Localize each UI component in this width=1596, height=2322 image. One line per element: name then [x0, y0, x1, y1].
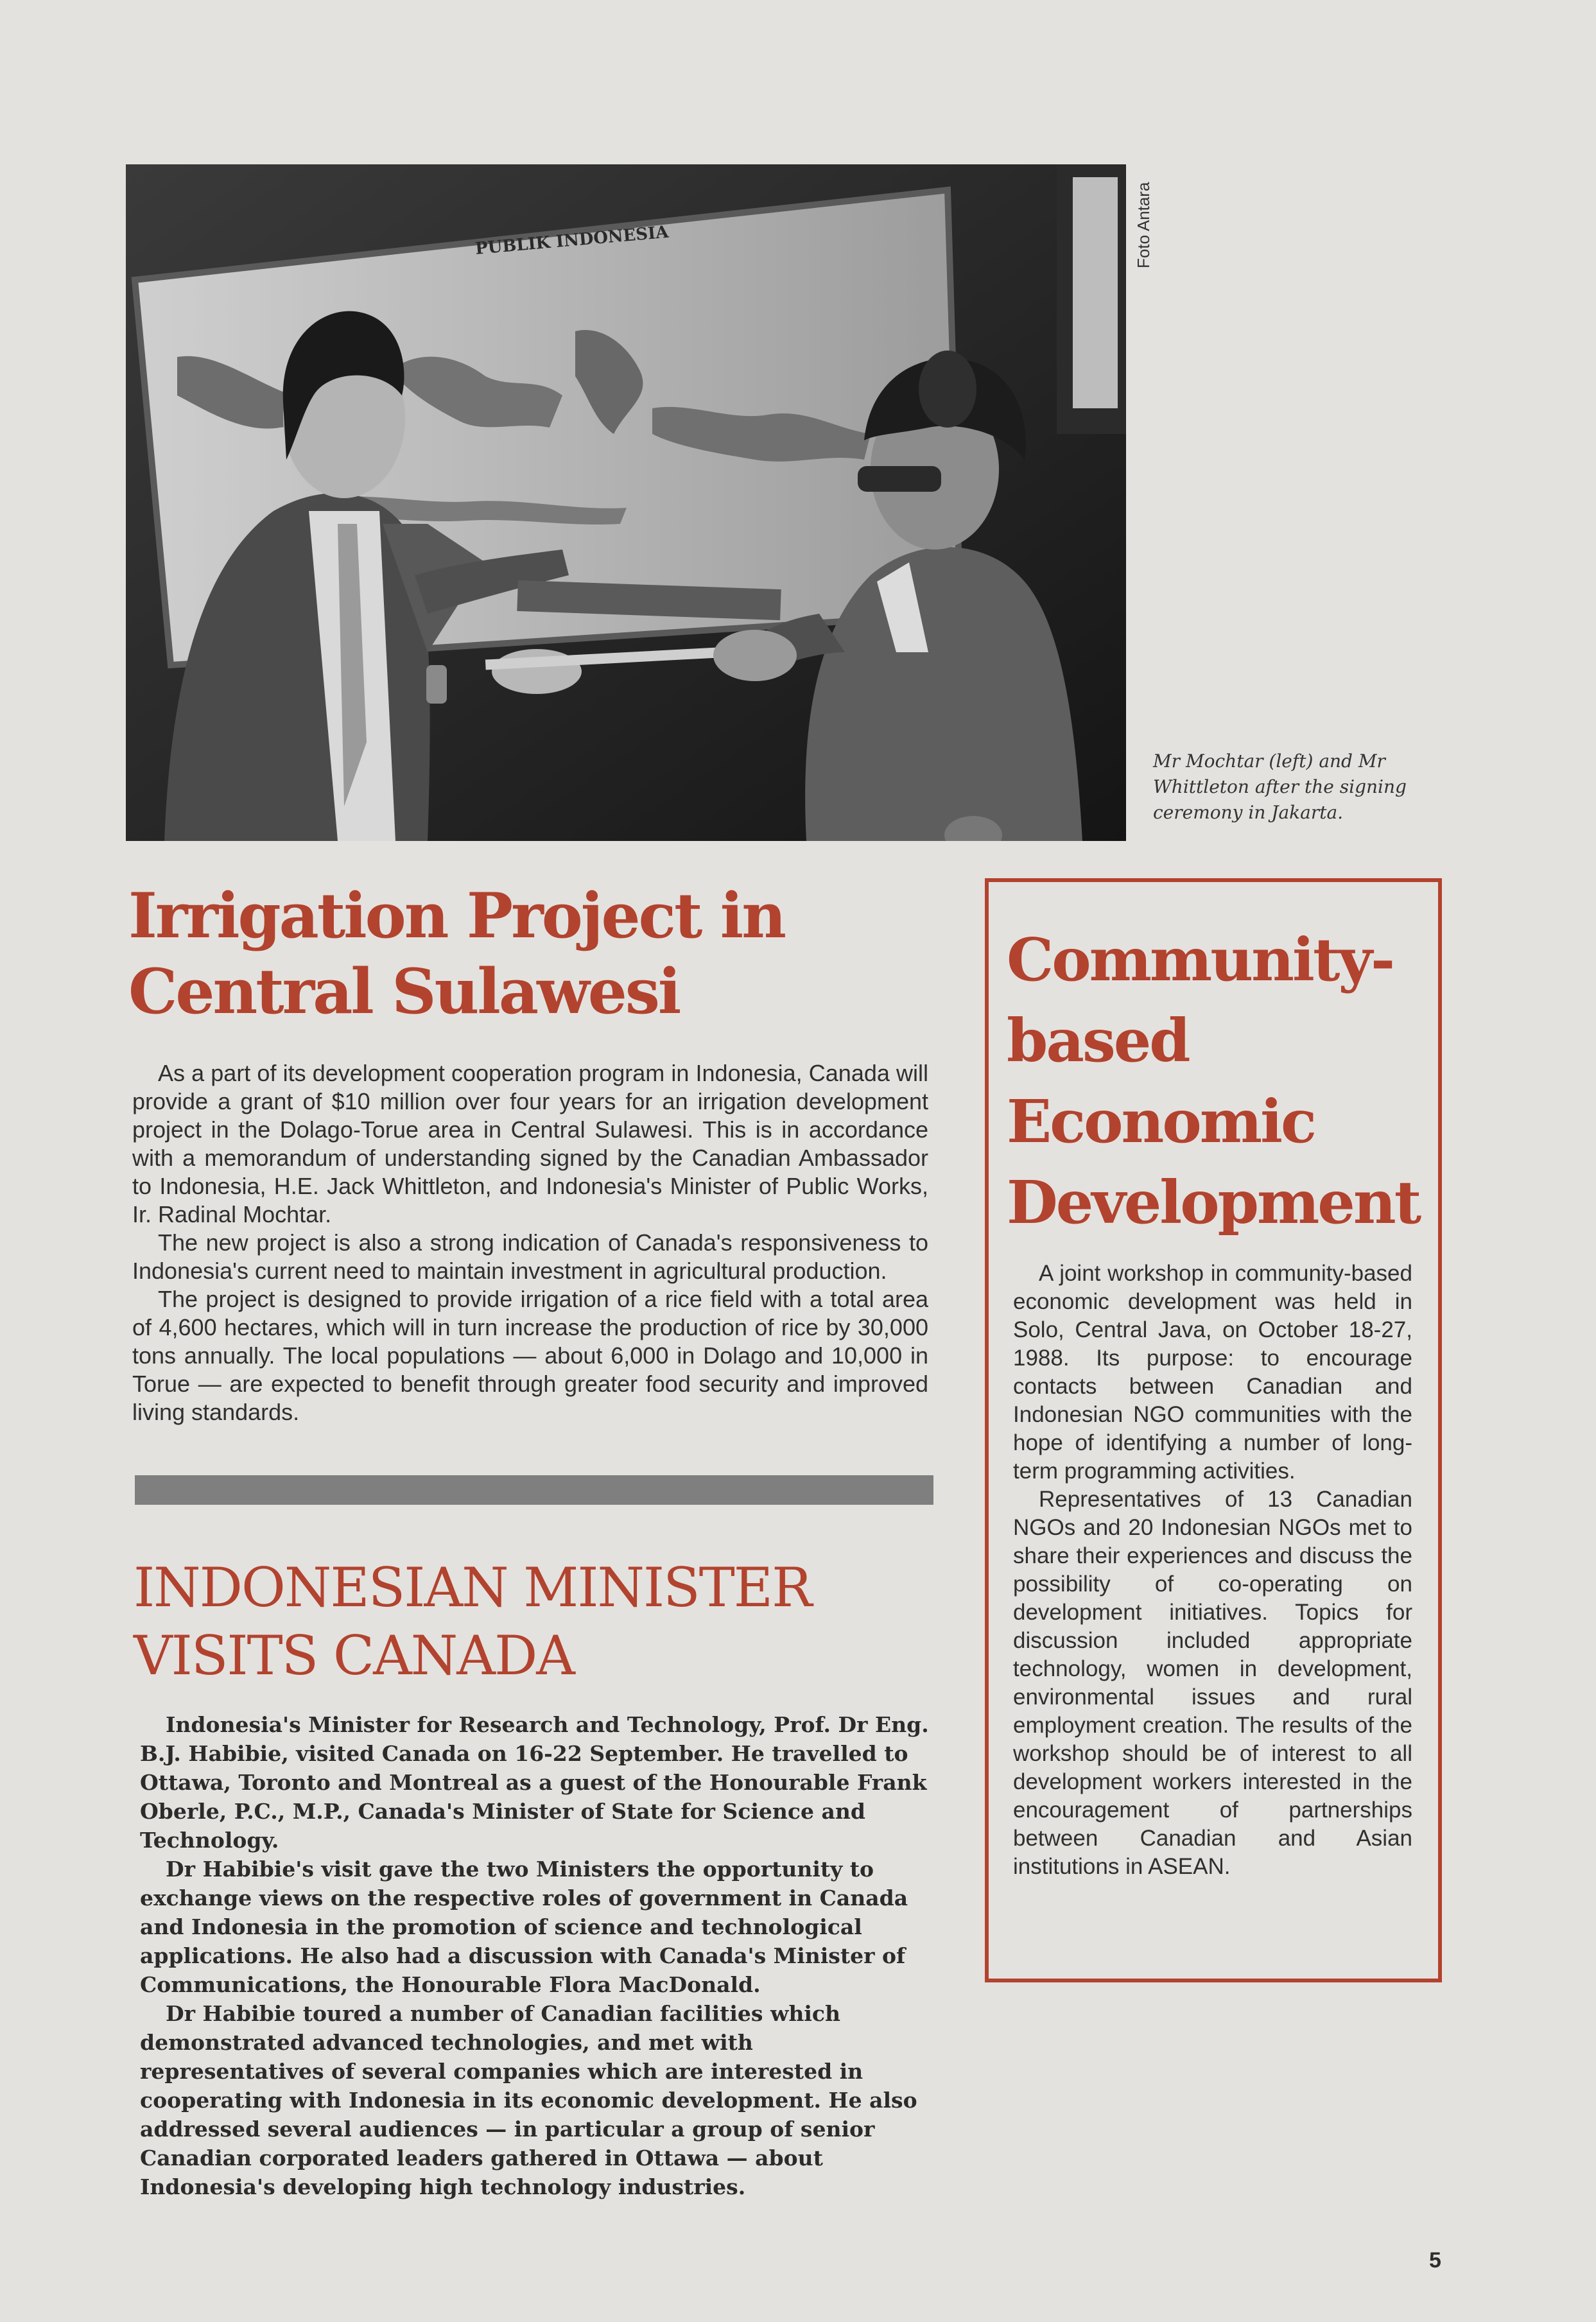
photo-credit: Foto Antara	[1134, 182, 1153, 268]
minister-paragraph: Dr Habibie toured a number of Canadian facilities which demonstrated advanced technologies, and met with representatives of several companies which are interested in cooperating with Indonesia in its economic development. He also addressed several audiences — in particular a group of senior Canadian corporated leaders gathered in Ottawa — about Indonesia's developing high technology industries.	[140, 2001, 917, 2199]
photo-illustration	[126, 164, 1126, 841]
irrigation-heading-line1: Irrigation Project in	[128, 879, 785, 952]
irrigation-paragraph: The new project is also a strong indication of Canada's responsiveness to Indonesia's current need to maintain investment in agricultural production.	[132, 1229, 928, 1284]
minister-paragraph: Dr Habibie's visit gave the two Ministers the opportunity to exchange views on the respective roles of government in Canada and Indonesia in the promotion of science and technological applications. He also had a discussion with Canada's Minister of Communications, the Honourable Flora MacDonald.	[140, 1857, 908, 1997]
community-body	[1013, 1260, 1412, 1881]
signing-ceremony-photo	[126, 164, 1126, 841]
community-heading-line3: Economic	[1007, 1087, 1315, 1156]
minister-body	[140, 1710, 936, 2201]
irrigation-paragraph: The project is designed to provide irrigation of a rice field with a total area of 4,600 hectares, which will in turn increase the production of rice by 30,000 tons annually. The local populations — about 6,000 in Dolago and 10,000 in Torue — are expected to benefit through greater food security and improved living standards.	[132, 1286, 928, 1425]
irrigation-heading	[128, 878, 963, 1030]
community-paragraph: Representatives of 13 Canadian NGOs and 20 Indonesian NGOs met to share their experiences and discuss the possibility of co-operating on development initiatives. Topics for discussion included appropriate technology, women in development, environmental issues and rural employment creation. The results of the workshop should be of interest to all development workers interested in the encouragement of partnerships between Canadian and Asian institutions in ASEAN.	[1013, 1487, 1412, 1879]
irrigation-paragraph: As a part of its development cooperation program in Indonesia, Canada will provide a grant of $10 million over four years for an irrigation development project in the Dolago-Torue area in Central Sulawesi. This is in accordance with a memorandum of understanding signed by the Canadian Ambassador to Indonesia, H.E. Jack Whittleton, and Indonesia's Minister of Public Works, Ir. Radinal Mochtar.	[132, 1060, 928, 1227]
community-heading-line1: Community-	[1007, 925, 1394, 994]
map-label: PUBLIK INDONESIA	[474, 222, 670, 259]
page-number: 5	[1429, 2248, 1441, 2273]
irrigation-body	[132, 1059, 928, 1426]
community-paragraph: A joint workshop in community-based economic development was held in Solo, Central Java, on October 18-27, 1988. Its purpose: to encourage contacts between Canadian and Indonesian NGO communities with the hope of identifying a number of long-term programming activities.	[1013, 1261, 1412, 1484]
minister-heading-line1: INDONESIAN MINISTER	[134, 1556, 811, 1619]
community-heading-line2: based	[1007, 1006, 1189, 1075]
section-divider	[135, 1475, 933, 1505]
photo-caption: Mr Mochtar (left) and Mr Whittleton after the signing ceremony in Jakarta.	[1153, 750, 1407, 823]
minister-heading-line2: VISITS CANADA	[134, 1624, 574, 1687]
community-heading-line4: Development	[1007, 1168, 1420, 1237]
minister-heading	[134, 1554, 968, 1690]
community-heading	[1007, 919, 1430, 1243]
minister-paragraph: Indonesia's Minister for Research and Technology, Prof. Dr Eng. B.J. Habibie, visited Canada on 16-22 September. He travelled to Ottawa, Toronto and Montreal as a guest of the Honourable Frank Oberle, P.C., M.P., Canada's Minister of State for Science and Technology.	[140, 1712, 929, 1853]
irrigation-heading-line2: Central Sulawesi	[128, 955, 680, 1028]
